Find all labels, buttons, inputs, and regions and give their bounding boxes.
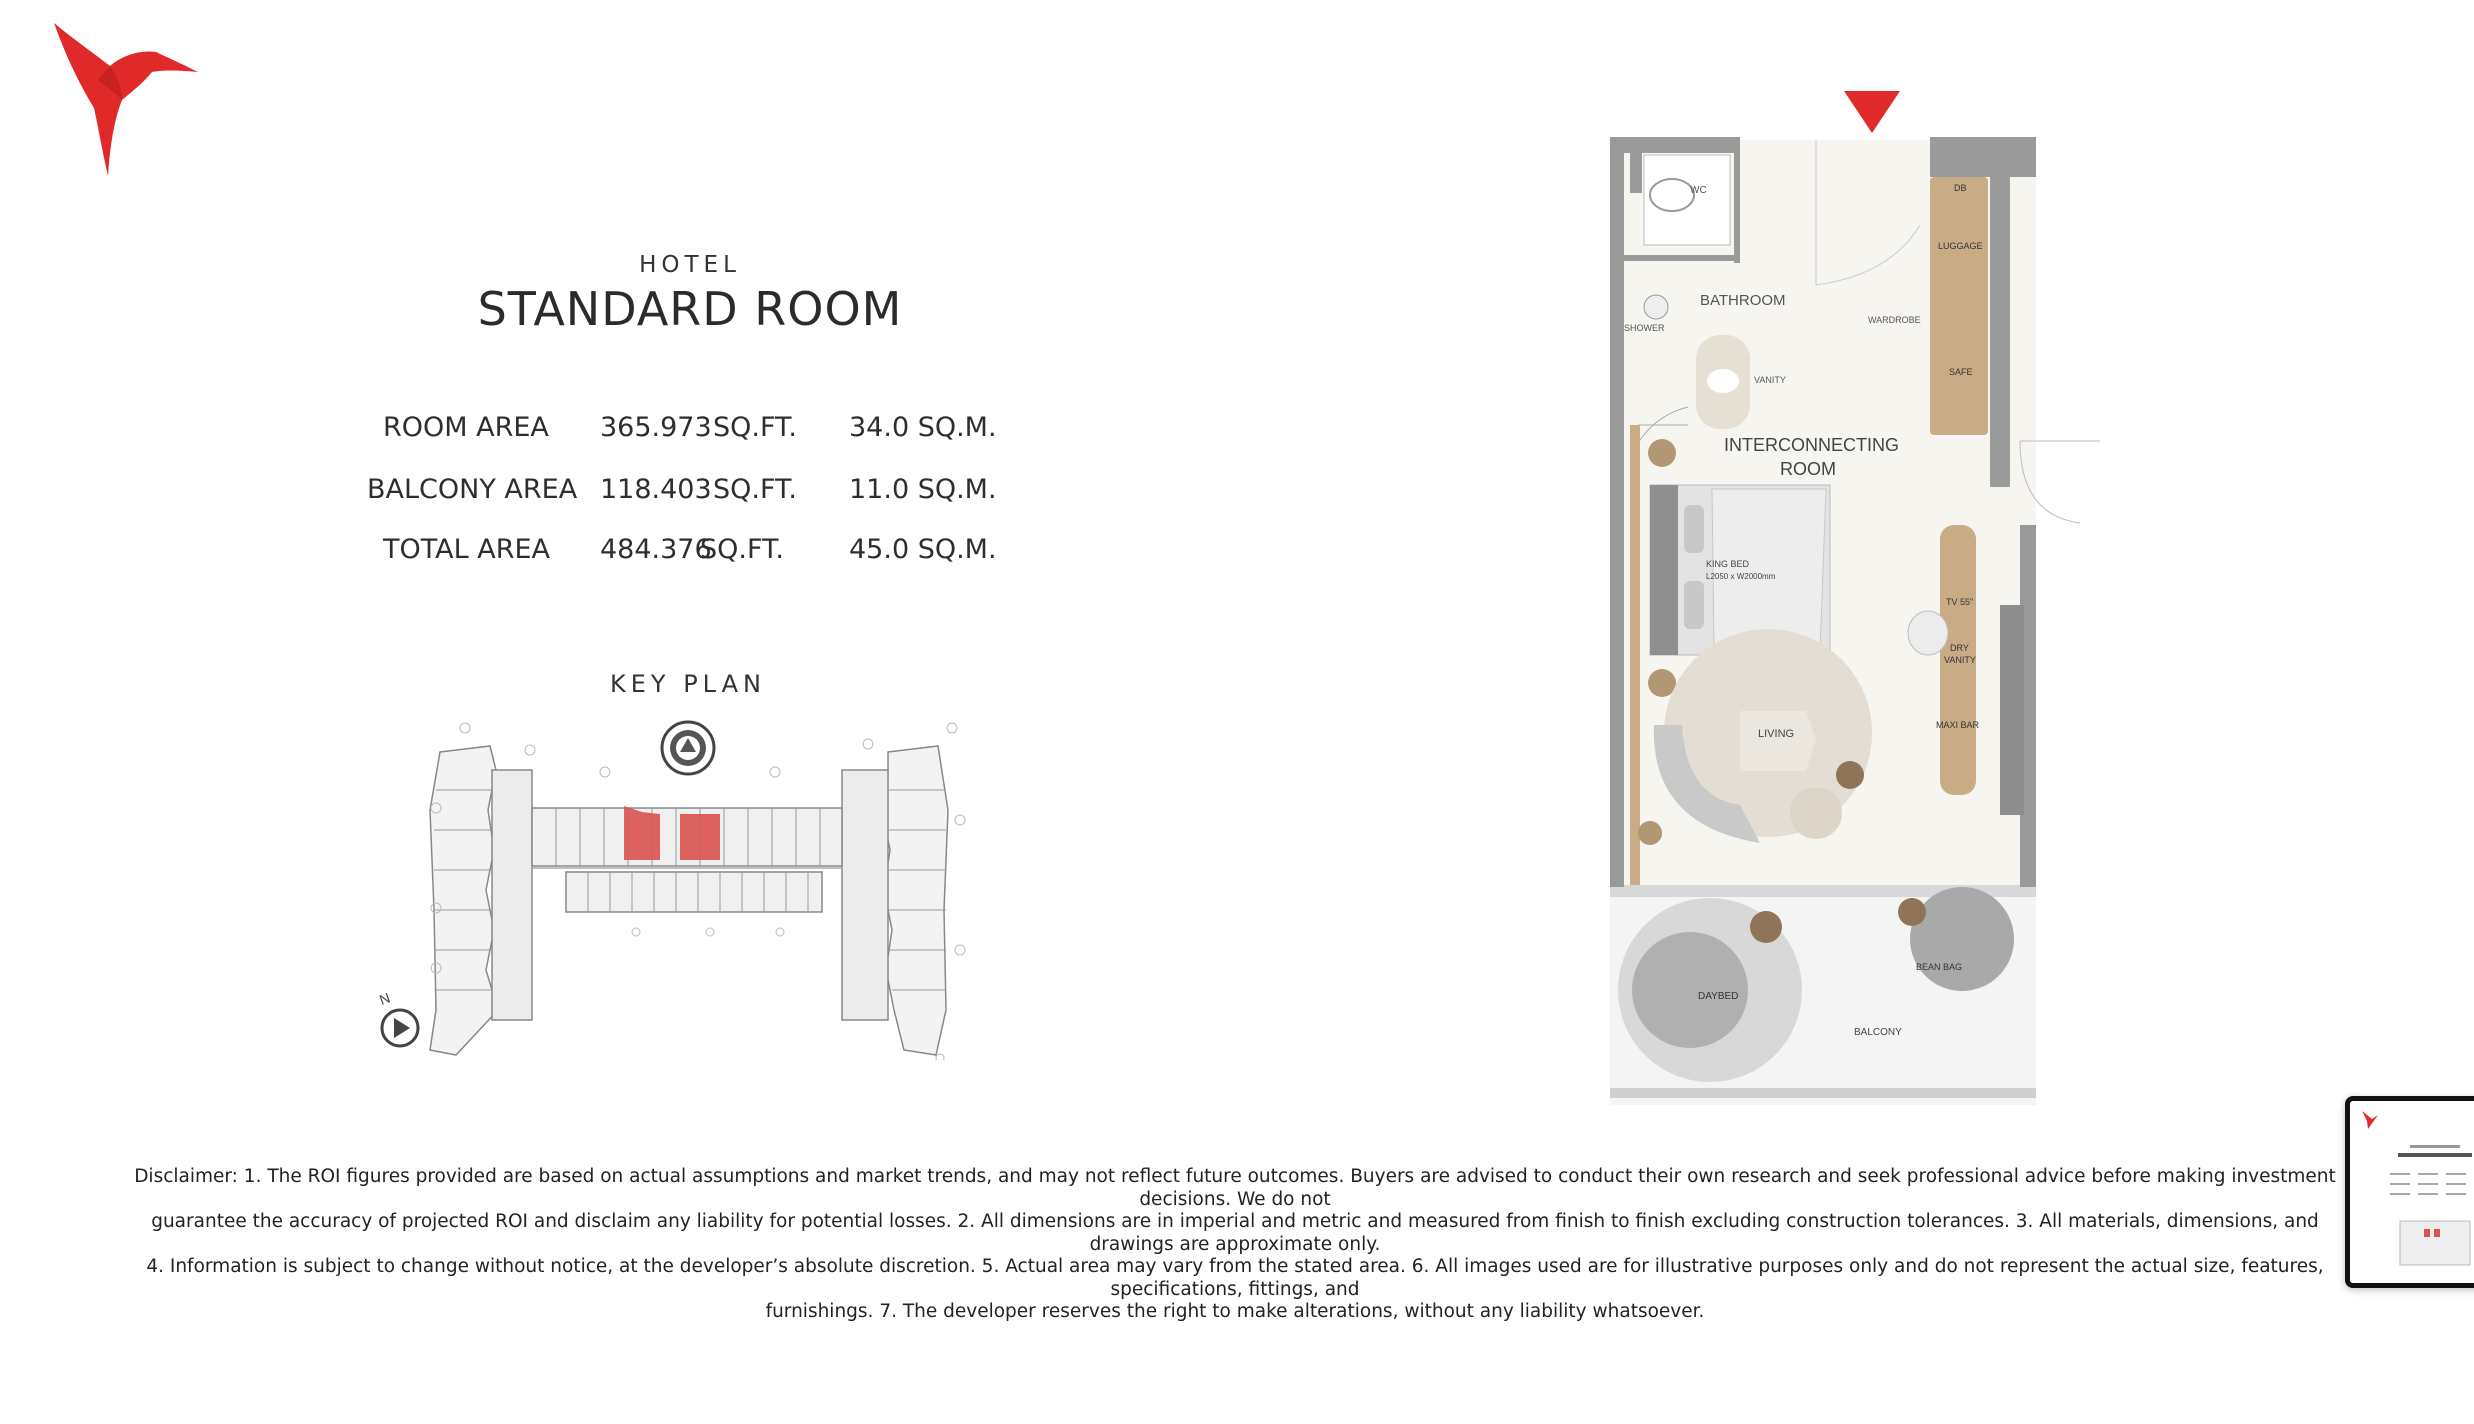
bathroom-label: BATHROOM [1700, 292, 1786, 309]
interconnecting-label-1: INTERCONNECTING [1724, 435, 1899, 455]
bean-bag [1910, 887, 2014, 991]
spec-row-total-area [0, 534, 1100, 574]
key-plan-compass-icon [662, 722, 714, 774]
hummingbird-logo-icon [52, 20, 202, 180]
maxi-bar-label: MAXI BAR [1936, 720, 1980, 730]
wardrobe-label: WARDROBE [1868, 315, 1921, 325]
key-plan-drawing [370, 710, 970, 1060]
disclaimer-line: guarantee the accuracy of projected ROI and disclaim any liability for potential losses. 2. All dimensions are in imperial and metric and measured from finish to finish excluding construction tolerances. 3. All materials, dimensions, and drawings are approximate only. [151, 1211, 2319, 1255]
key-plan-right-wing [842, 746, 948, 1055]
spec-sqm: 11.0 SQ.M. [849, 474, 997, 505]
balcony-label: BALCONY [1854, 1027, 1902, 1038]
wardrobe-cabinet [1930, 177, 1988, 435]
page-thumbnail-preview-icon [2350, 1101, 2474, 1283]
page-title: STANDARD ROOM [477, 282, 903, 336]
spec-sqft-unit: SQ.FT. [713, 474, 797, 505]
spec-sqft: 365.973 [600, 412, 712, 443]
key-plan-title: KEY PLAN [610, 670, 766, 698]
db-label: DB [1954, 183, 1967, 193]
disclaimer-line: furnishings. 7. The developer reserves the right to make alterations, without any liability whatsoever. [765, 1301, 1705, 1322]
north-label: N [377, 989, 393, 1008]
disclaimer-line: Disclaimer: 1. The ROI figures provided are based on actual assumptions and market trends, and may not reflect future outcomes. Buyers are advised to conduct their own research and seek professional advice before making investment decisions. We do not [134, 1166, 2336, 1210]
luggage-label: LUGGAGE [1938, 241, 1983, 251]
page-thumbnail[interactable] [2345, 1096, 2474, 1288]
spec-sqm: 45.0 SQ.M. [849, 534, 997, 565]
interconnecting-label-2: ROOM [1780, 459, 1836, 479]
north-arrow-icon [382, 1010, 418, 1046]
key-plan-left-wing [430, 746, 532, 1055]
safe-label: SAFE [1949, 367, 1973, 377]
tv-label: TV 55" [1946, 597, 1974, 607]
spec-sqft: 118.403 [600, 474, 712, 505]
dry-vanity-label-2: VANITY [1944, 655, 1976, 665]
spec-sqft-unit: SQ.FT. [700, 534, 784, 565]
disclaimer [115, 1166, 2355, 1324]
spec-row-balcony-area [0, 474, 1100, 514]
floor-plan-drawing [1590, 85, 2110, 1105]
living-label: LIVING [1758, 728, 1795, 740]
spec-sqm: 34.0 SQ.M. [849, 412, 997, 443]
king-bed-size-label: L2050 x W2000mm [1706, 572, 1776, 581]
category-eyebrow: HOTEL [639, 252, 741, 278]
spec-sqft: 484.376 [600, 534, 712, 565]
dry-vanity-label-1: DRY [1950, 643, 1969, 653]
shower-label: SHOWER [1624, 323, 1665, 333]
spec-row-room-area [0, 412, 1100, 452]
disclaimer-line: 4. Information is subject to change without notice, at the developer’s absolute discretion. 5. Actual area may vary from the stated area. 6. All images used are for illustrative purposes only and do not represent the actual size, features, specifications, fittings, and [146, 1256, 2324, 1300]
king-bed-label: KING BED [1706, 559, 1750, 569]
daybed-label: DAYBED [1698, 991, 1739, 1002]
spec-sqft-unit: SQ.FT. [713, 412, 797, 443]
wc-label: WC [1690, 185, 1707, 196]
spec-label: BALCONY AREA [367, 474, 578, 505]
vanity-label: VANITY [1754, 375, 1786, 385]
spec-label: ROOM AREA [383, 412, 549, 443]
bean-bag-label: BEAN BAG [1916, 962, 1963, 972]
entry-arrow-icon [1844, 91, 1900, 133]
spec-label: TOTAL AREA [383, 534, 550, 565]
